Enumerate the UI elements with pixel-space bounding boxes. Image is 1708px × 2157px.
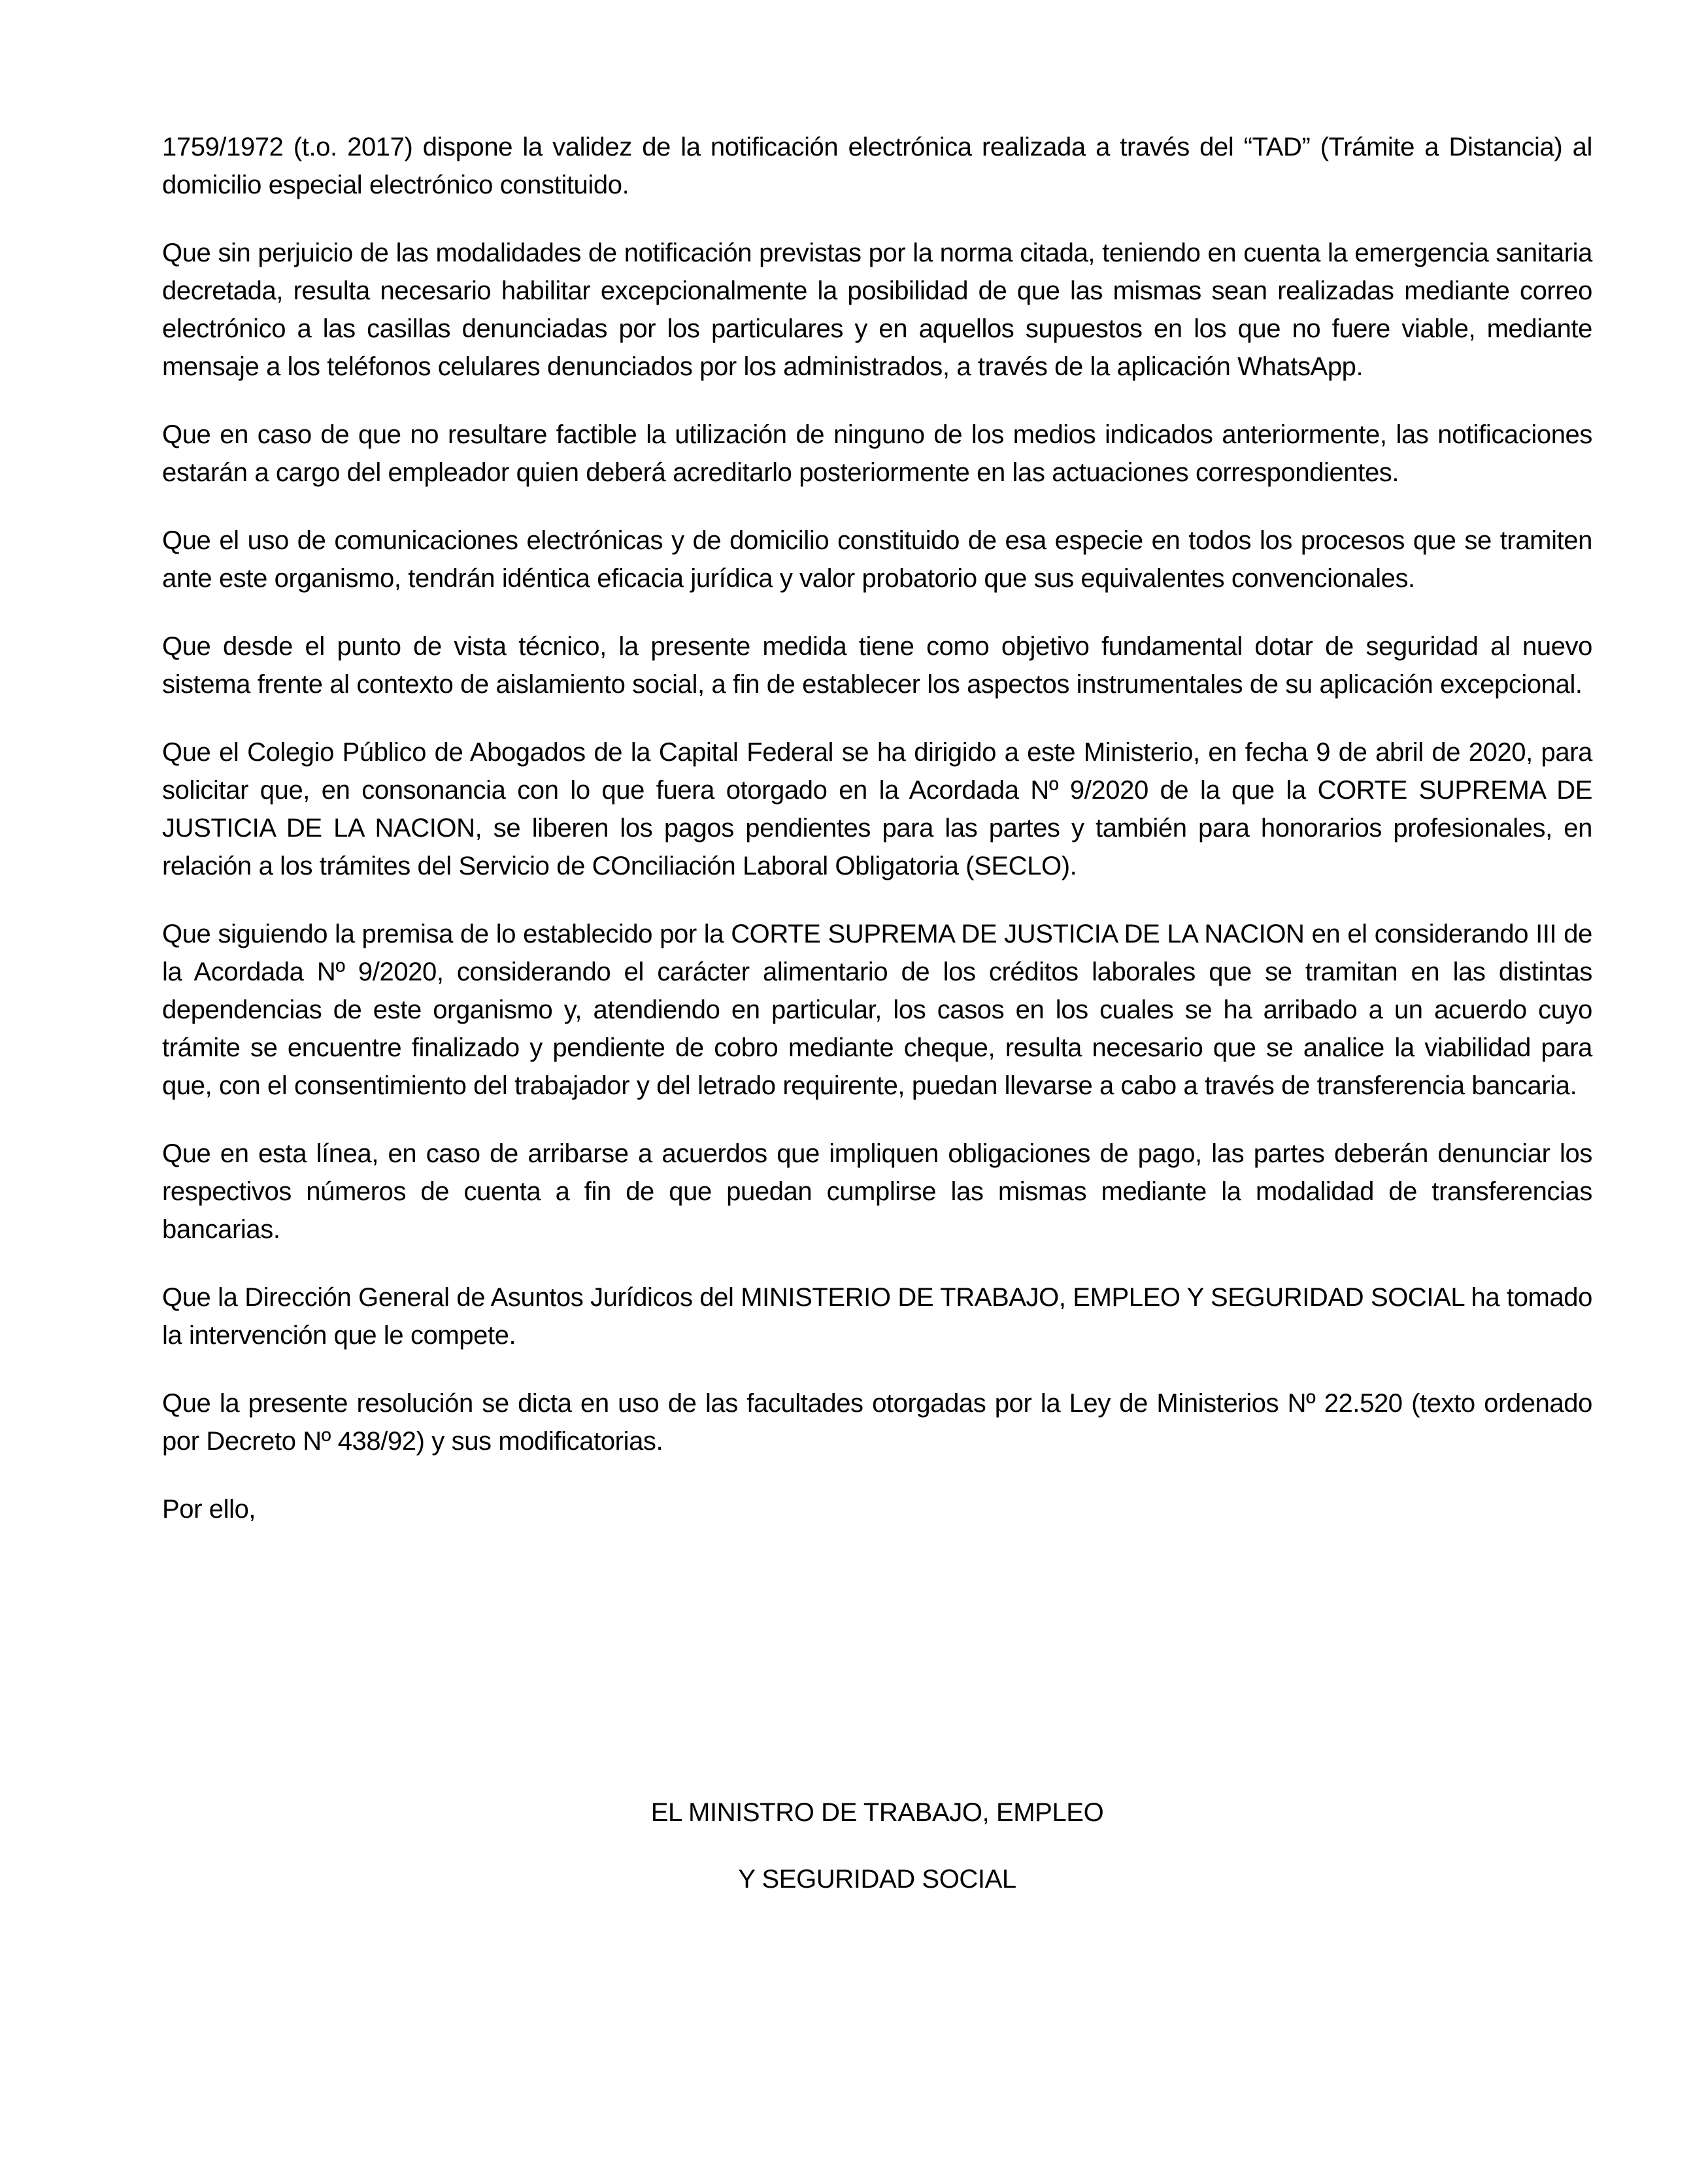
paragraph-email-whatsapp: Que sin perjuicio de las modalidades de notificación previstas por la norma citada, teniendo en cuenta la emergencia sanitaria decretada, resulta necesario habilitar excepcionalmente la posibilidad de que las mismas sean realizadas mediante correo electrónico a las casillas denunciadas por los particulares y en aquellos supuestos en los que no fuere viable, mediante mensaje a los teléfonos celulares denunciados por los administrados, a través de la aplicación WhatsApp. [162, 239, 1592, 381]
paragraph-legal-basis: Que la presente resolución se dicta en uso de las facultades otorgadas por la Ley de Ministerios Nº 22.520 (texto ordenado por Decreto Nº 438/92) y sus modificatorias. [162, 1389, 1592, 1456]
paragraph-colegio-publico: Que el Colegio Público de Abogados de la Capital Federal se ha dirigido a este Ministerio, en fecha 9 de abril de 2020, para solicitar que, en consonancia con lo que fuera otorgado en la Acordada Nº 9/2020 de la que la CORTE SUPREMA DE JUSTICIA DE LA NACION, se liberen los pagos pendientes para las partes y también para honorarios profesionales, en relación a los trámites del Servicio de COnciliación Laboral Obligatoria (SECLO). [162, 738, 1592, 880]
signature-line-1: EL MINISTRO DE TRABAJO, EMPLEO [650, 1798, 1104, 1827]
document-body [162, 128, 1592, 1566]
paragraph-technical-objective: Que desde el punto de vista técnico, la presente medida tiene como objetivo fundamental dotar de seguridad al nuevo sistema frente al contexto de aislamiento social, a fin de establecer los aspectos instrumentales de su aplicación excepcional. [162, 632, 1592, 699]
paragraph-legal-affairs: Que la Dirección General de Asuntos Jurídicos del MINISTERIO DE TRABAJO, EMPLEO Y SEGURIDAD SOCIAL ha tomado la intervención que le compete. [162, 1283, 1592, 1350]
signature-line-2: Y SEGURIDAD SOCIAL [738, 1865, 1016, 1894]
paragraph-corte-suprema: Que siguiendo la premisa de lo establecido por la CORTE SUPREMA DE JUSTICIA DE LA NACION en el considerando III de la Acordada Nº 9/2020, considerando el carácter alimentario de los créditos laborales que se tramitan en las distintas dependencias de este organismo y, atendiendo en particular, los casos en los cuales se ha arribado a un acuerdo cuyo trámite se encuentre finalizado y pendiente de cobro mediante cheque, resulta necesario que se analice la viabilidad para que, con el consentimiento del trabajador y del letrado requirente, puedan llevarse a cabo a través de transferencia bancaria. [162, 920, 1592, 1100]
paragraph-bank-transfers: Que en esta línea, en caso de arribarse a acuerdos que impliquen obligaciones de pago, las partes deberán denunciar los respectivos números de cuenta a fin de que puedan cumplirse las mismas mediante la modalidad de transferencias bancarias. [162, 1139, 1592, 1244]
paragraph-electronic-communications: Que el uso de comunicaciones electrónicas y de domicilio constituido de esa especie en todos los procesos que se tramiten ante este organismo, tendrán idéntica eficacia jurídica y valor probatorio que sus equivalentes convencionales. [162, 526, 1592, 593]
paragraph-tad-notification: 1759/1972 (t.o. 2017) dispone la validez de la notificación electrónica realizada a través del “TAD” (Trámite a Distancia) al domicilio especial electrónico constituido. [162, 133, 1592, 199]
closing-phrase: Por ello, [162, 1495, 256, 1524]
paragraph-employer-notification: Que en caso de que no resultare factible la utilización de ninguno de los medios indicados anteriormente, las notificaciones estarán a cargo del empleador quien deberá acreditarlo posteriormente en las actuaciones correspondientes. [162, 420, 1592, 487]
